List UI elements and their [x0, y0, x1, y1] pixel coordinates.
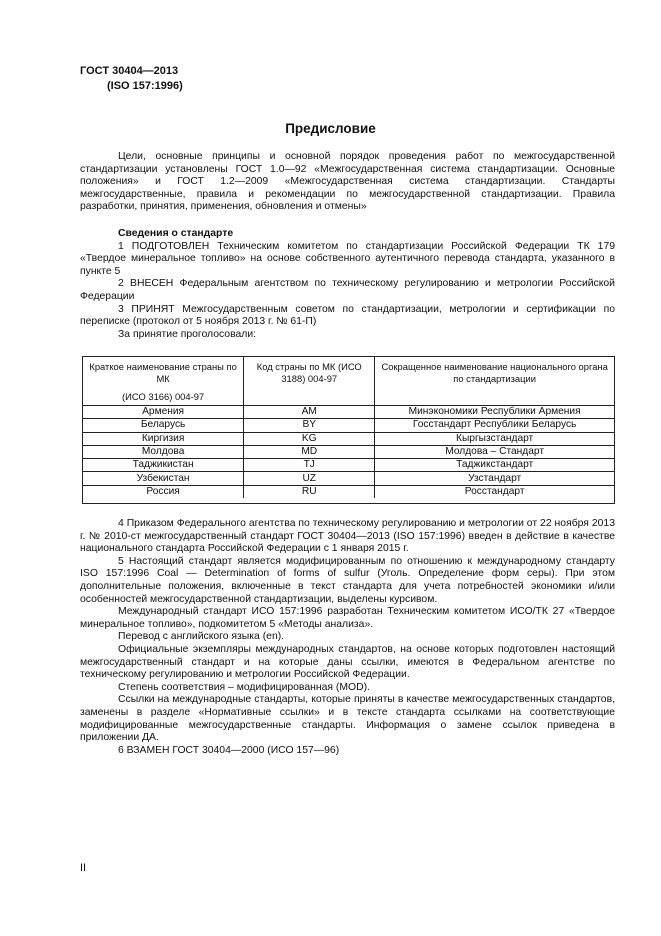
cell-body: Молдова – Стандарт: [375, 445, 614, 458]
cell-country: Россия: [83, 485, 244, 498]
item-5: 5 Настоящий стандарт является модифицированным по отношению к международному стандарту ISO 157:1996 Coal — Determination of forms of sulfur (Уголь. Определение форм серы). При этом дополнительные положения, включенные в текст стандарта для учета потребностей экономики и/или особенностей межгосударственной стандартизации, выделены курсивом.: [80, 555, 615, 605]
cell-code: TJ: [244, 459, 375, 472]
item-6: 6 ВЗАМЕН ГОСТ 30404—2000 (ИСО 157—96): [118, 744, 340, 756]
cell-code: AM: [244, 406, 375, 419]
cell-body: Узстандарт: [375, 472, 614, 485]
cell-code: RU: [244, 485, 375, 498]
page-title: Предисловие: [285, 121, 376, 136]
cell-country: Киргизия: [83, 432, 244, 445]
cell-code: UZ: [244, 472, 375, 485]
cell-body: Госстандарт Республики Беларусь: [375, 419, 614, 432]
column-header-body: Сокращенное наименование национального органа по стандартизации: [381, 361, 608, 384]
iso-number: (ISO 157:1996): [107, 80, 183, 92]
item-4: 4 Приказом Федерального агентства по техническому регулированию и метрологии от 22 ноября 2013 г. № 2010-ст межгосударственный стандарт ГОСТ 30404—2013 (ISO 157:1996) введен в действие в качестве национального стандарта Российской Федерации с 1 января 2015 г.: [80, 518, 615, 555]
cell-country: Молдова: [83, 445, 244, 458]
standard-number: ГОСТ 30404—2013: [80, 65, 179, 77]
cell-code: MD: [244, 445, 375, 458]
cell-code: BY: [244, 419, 375, 432]
cell-code: KG: [244, 432, 375, 445]
cell-body: Росстандарт: [375, 485, 614, 498]
table-row: [83, 459, 614, 472]
cell-body: Таджикстандарт: [375, 459, 614, 472]
official-copies-paragraph: Официальные экземпляры международных стандартов, на основе которых подготовлен настоящий межгосударственный стандарт и на которые даны ссылки, имеются в Федеральном агентстве по техническому регулированию и метрологии Российской Федерации.: [80, 643, 615, 681]
column-header-code: Код страны по МК (ИСО 3188) 004-97: [244, 357, 375, 406]
cell-country: Беларусь: [83, 419, 244, 432]
table-row: [83, 406, 614, 419]
table-row: [83, 432, 614, 445]
voted-label: За принятие проголосовали:: [118, 328, 257, 340]
intro-paragraph: Цели, основные принципы и основной порядок проведения работ по межгосударственной стандартизации установлены ГОСТ 1.0—92 «Межгосударственная система стандартизации. Основные положения» и ГОСТ 1.2—2009 «Межгосударственная система стандартизации. Стандарты межгосударственные, правила и рекомендации по межгосударственной стандартизации. Правила разработки, принятия, применения, обновления и отмены»: [80, 151, 615, 213]
info-heading: Сведения о стандарте: [118, 228, 234, 239]
table-row: [83, 419, 614, 432]
table-row: [83, 472, 614, 485]
document-header: [80, 64, 183, 94]
table-row: [83, 445, 614, 458]
info-item-1: 1 ПОДГОТОВЛЕН Техническим комитетом по стандартизации Российской Федерации ТК 179 «Твердое минеральное топливо» на основе собственного аутентичного перевода стандарта, указанного в пункте 5: [80, 240, 615, 277]
cell-body: Кыргызстандарт: [375, 432, 614, 445]
table-header-row: [83, 357, 614, 406]
page-number: II: [80, 862, 87, 874]
info-item-3: 3 ПРИНЯТ Межгосударственным советом по стандартизации, метрологии и сертификации по переписке (протокол от 5 ноября 2013 г. № 61-П): [80, 303, 615, 328]
international-standard-paragraph: Международный стандарт ИСО 157:1996 разработан Техническим комитетом ИСО/ТК 27 «Твердое минеральное топливо», подкомитетом 5 «Методы анализа».: [80, 606, 615, 630]
cell-country: Узбекистан: [83, 472, 244, 485]
standard-info-section: [80, 228, 615, 341]
references-paragraph: Ссылки на международные стандарты, которые приняты в качестве межгосударственных стандартов, заменены в разделе «Нормативные ссылки» и в тексте стандарта ссылками на соответствующие модифицированные межгосударственные стандарты. Информация о замене ссылок приведена в приложении ДА.: [80, 694, 615, 744]
main-body-section: [80, 518, 615, 757]
table-row: [83, 485, 614, 498]
degree-paragraph: Степень соответствия – модифицированная (MOD).: [118, 681, 370, 693]
cell-body: Минэкономики Республики Армения: [375, 406, 614, 419]
cell-country: Таджикистан: [83, 459, 244, 472]
cell-country: Армения: [83, 406, 244, 419]
intro-section: [80, 151, 615, 214]
column-header-country: Краткое наименование страны по МК (ИСО 3166) 004-97: [83, 357, 244, 406]
info-item-2: 2 ВНЕСЕН Федеральным агентством по техническому регулированию и метрологии Российской Федерации: [80, 278, 615, 302]
translation-paragraph: Перевод с английского языка (en).: [118, 631, 285, 643]
voting-table: [82, 356, 615, 504]
